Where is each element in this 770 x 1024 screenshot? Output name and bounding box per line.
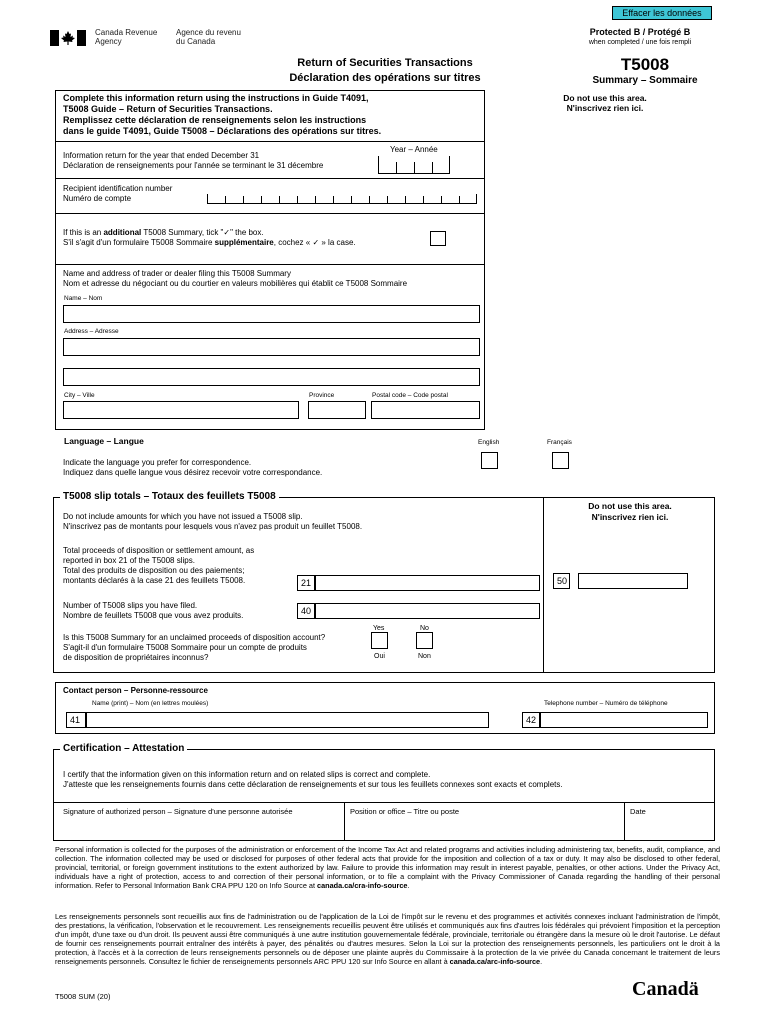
phone-label: Telephone number – Numéro de téléphone (544, 700, 668, 707)
box-code-21: 21 (297, 575, 315, 591)
additional-checkbox[interactable] (430, 231, 446, 246)
additional-label: If this is an additional T5008 Summary, tick "✓" the box. S'il s'agit d'un formulaire T5008 Sommaire supplémentaire, cochez « ✓ » la case. (63, 228, 356, 247)
canada-flag-icon (50, 30, 86, 46)
privacy-notice-fr: Les renseignements personnels sont recueillis aux fins de l'administration ou de l'application de la Loi de l'impôt sur le revenu et des programmes et activités connexes incluant l'administration de l'impôt, des prestations, la vérification, l'observation et le recouvrement. Les renseignements recueillis peuvent être utilisés et communiqués aux fins d'autres lois fédérales qui prévoient l'imposition et la perception d'un impôt, d'une taxe ou d'un droit. Ils peuvent aussi être communiqués à une autre institution gouvernementale fédérale, provinciale, territoriale ou étrangère dans la mesure où le droit l'autorise. Le défaut de fournir ces renseignements pourrait entraîner des intérêts à payer, des pénalités ou d'autres mesures. Selon la Loi sur la protection des renseignements personnels, les particuliers ont le droit à la protection, à l'accès et à la correction de leurs renseignements personnels ou de déposer une plainte auprès du Commissaire à la protection de la vie privée du Canada concernant le traitement de leurs renseignements personnels. Consultez le fichier de renseignements personnels ARC PPU 120 sur Info Source en allant à canada.ca/arc-info-source. (55, 912, 720, 967)
address-line2-input[interactable] (63, 368, 480, 386)
separator (55, 141, 485, 142)
certification-section (53, 749, 715, 841)
oui-label: Oui (374, 653, 385, 660)
contact-name-input[interactable] (86, 712, 489, 728)
separator (55, 178, 485, 179)
province-label: Province (309, 392, 335, 399)
protected-label: Protected B / Protégé B (589, 27, 691, 37)
form-id: T5008 SUM (20) (55, 992, 111, 1001)
language-title: Language – Langue (64, 436, 144, 446)
slip-count-label: Number of T5008 slips you have filed. Nombre de feuillets T5008 que vous avez produits. (63, 601, 244, 620)
separator (55, 213, 485, 214)
certification-title: Certification – Attestation (60, 743, 187, 754)
year-field-label: Year – Année (390, 145, 438, 154)
separator (55, 264, 485, 265)
recipient-label: Recipient identification number Numéro de compte (63, 184, 173, 203)
certification-text: I certify that the information given on this information return and on related slips is correct and complete. J'atteste que les renseignements fournis dans cette déclaration de renseignements et sur tous les feuillets connexes sont exacts et complets. (63, 770, 563, 789)
yes-label: Yes (373, 625, 385, 632)
slip-count-input[interactable] (315, 603, 540, 619)
french-checkbox[interactable] (552, 452, 569, 469)
dnu-divider (485, 90, 486, 430)
agency-name-fr: Agence du revenu du Canada (176, 28, 241, 46)
title-en: Return of Securities Transactions (297, 57, 473, 69)
box-code-42: 42 (522, 712, 540, 728)
name-label: Name – Nom (64, 295, 103, 302)
title-fr: Déclaration des opérations sur titres (289, 72, 481, 84)
proceeds-input[interactable] (315, 575, 540, 591)
intro-text: Complete this information return using the instructions in Guide T4091, T5008 Guide – Return of Securities Transactions. Remplissez cette déclaration de renseignements selon les instructions dans le guide T4091, Guide T5008 – Déclarations des opérations sur titres. (63, 93, 382, 136)
date-field[interactable]: Date (630, 807, 646, 816)
english-checkbox[interactable] (481, 452, 498, 469)
protected-sub: when completed / une fois rempli (588, 39, 692, 46)
canada-wordmark: Canadä (632, 978, 699, 1000)
privacy-notice-en: Personal information is collected for the purposes of the administration or enforcement of the Income Tax Act and related programs and activities including administering tax, benefits, audit, compliance, and collection. The information collected may be used or disclosed for purposes of other federal acts that provide for the imposition and collection of a tax or duty. It may also be disclosed to other federal, provincial, territorial, or foreign government institutions to the extent authorized by law. Failure to provide this information may result in interest payable, penalties, or other actions. Under the Privacy Act, individuals have a right of protection, access to and correction of their personal information, or to file a complaint with the Privacy Commissioner of Canada regarding the handling of their personal information. Refer to Personal Information Bank CRA PPU 120 on Info Source at canada.ca/cra-info-source. (55, 845, 720, 891)
form-code: T5008 (620, 55, 670, 74)
totals-note: Do not include amounts for which you have not issued a T5008 slip. N'inscrivez pas de montants pour lesquels vous n'avez pas produit un feuillet T5008. (63, 512, 363, 531)
signature-field[interactable]: Signature of authorized person – Signature d'une personne autorisée (63, 807, 293, 816)
city-label: City – Ville (64, 392, 95, 399)
no-label: No (420, 625, 429, 632)
contact-title: Contact person – Personne-ressource (63, 686, 208, 695)
form-sub: Summary – Sommaire (592, 75, 698, 86)
box-50-input (578, 573, 688, 589)
box-code-50: 50 (553, 573, 570, 589)
dnu-divider (543, 497, 544, 673)
recipient-id-input[interactable] (207, 194, 477, 204)
language-desc: Indicate the language you prefer for correspondence. Indiquez dans quelle langue vous désirez recevoir votre correspondance. (63, 458, 323, 477)
address-line1-input[interactable] (63, 338, 480, 356)
year-input[interactable] (378, 156, 450, 174)
postal-code-input[interactable] (371, 401, 480, 419)
unclaimed-yes-checkbox[interactable] (371, 632, 388, 649)
slip-totals-title: T5008 slip totals – Totaux des feuillets T5008 (60, 491, 279, 502)
year-label: Information return for the year that ended December 31 Déclaration de renseignements pour l'année se terminant le 31 décembre (63, 151, 324, 170)
separator (624, 802, 625, 841)
french-label: Français (547, 439, 572, 446)
postal-code-label: Postal code – Code postal (372, 392, 448, 399)
separator (344, 802, 345, 841)
unclaimed-label: Is this T5008 Summary for an unclaimed proceeds of disposition account? S'agit-il d'un formulaire T5008 Sommaire pour un compte de produits de disposition de propriétaires inconnus? (63, 633, 326, 662)
box-code-41: 41 (66, 712, 86, 728)
unclaimed-no-checkbox[interactable] (416, 632, 433, 649)
province-input[interactable] (308, 401, 366, 419)
separator (53, 802, 715, 803)
address-label: Address – Adresse (64, 328, 119, 335)
clear-data-button[interactable]: Effacer les données (612, 6, 712, 20)
city-input[interactable] (63, 401, 299, 419)
non-label: Non (418, 653, 431, 660)
trader-label: Name and address of trader or dealer filing this T5008 Summary Nom et adresse du négociant ou du courtier en valeurs mobilières qui établit ce T5008 Sommaire (63, 269, 408, 288)
agency-name-en: Canada Revenue Agency (95, 28, 158, 46)
phone-input[interactable] (540, 712, 708, 728)
contact-name-label: Name (print) – Nom (en lettres moulées) (92, 700, 209, 707)
english-label: English (478, 439, 500, 446)
box-code-40: 40 (297, 603, 315, 619)
trader-name-input[interactable] (63, 305, 480, 323)
proceeds-label: Total proceeds of disposition or settlement amount, as reported in box 21 of the T5008 slips. Total des produits de disposition ou des paiements; montants déclarés à la case 21 des feuillets T5008. (63, 546, 255, 585)
position-field[interactable]: Position or office – Titre ou poste (350, 807, 460, 816)
do-not-use-totals: Do not use this area. N'inscrivez rien ici. (588, 501, 672, 522)
do-not-use-top: Do not use this area. N'inscrivez rien ici. (563, 93, 647, 113)
